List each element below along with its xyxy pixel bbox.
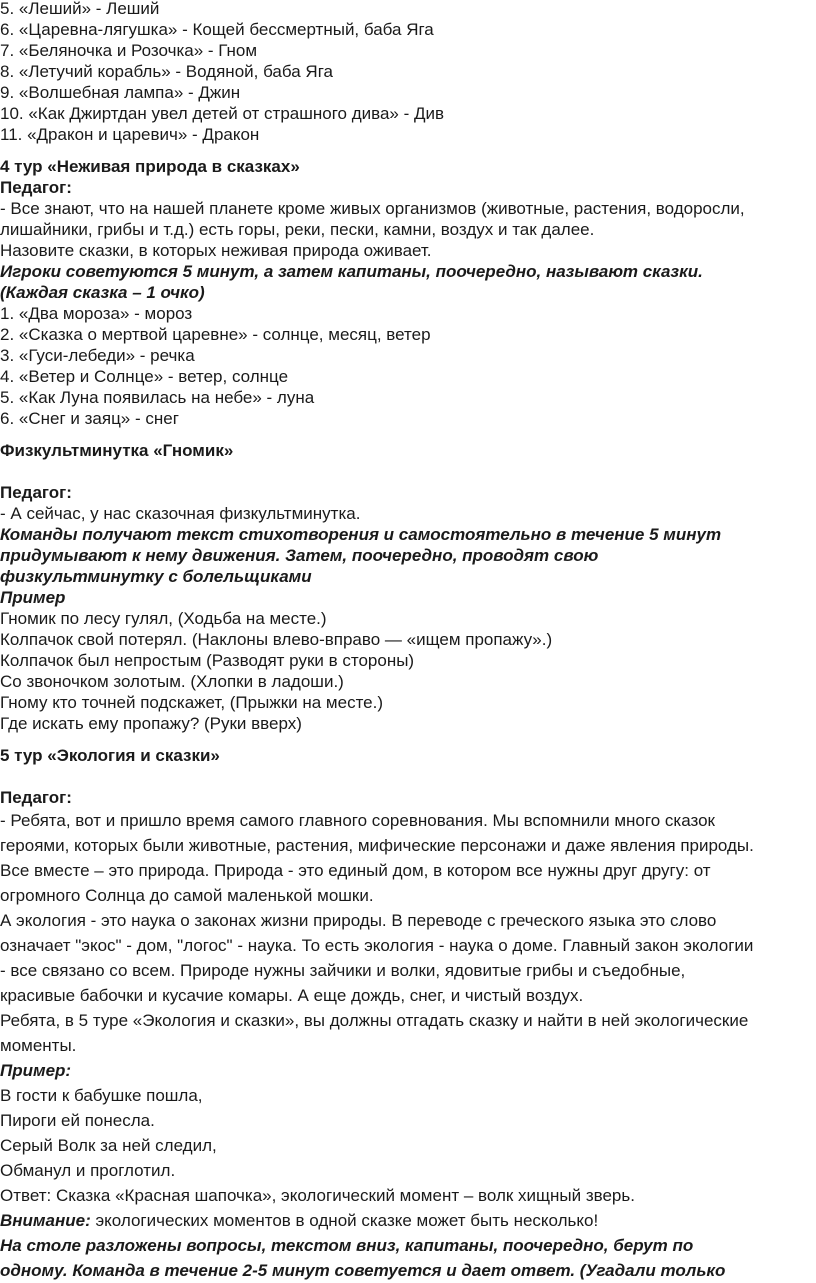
poem-line: В гости к бабушке пошла, [0,1086,203,1105]
poem-line: Со звоночком золотым. (Хлопки в ладоши.) [0,672,344,691]
poem-line: Колпачок был непростым (Разводят руки в стороны) [0,651,415,670]
list-item: 8. «Летучий корабль» - Водяной, баба Яга [0,62,333,81]
list-item: 5. «Как Луна появилась на небе» - луна [0,388,315,407]
poem-line: Гному кто точней подскажет, (Прыжки на месте.) [0,693,383,712]
instruction-line: придумывают к нему движения. Затем, поочередно, проводят свою [0,546,599,565]
list-item: 10. «Как Джиртдан увел детей от страшного дива» - Див [0,104,445,123]
paragraph-line: - А сейчас, у нас сказочная физкультминутка. [0,504,361,523]
poem-line: Колпачок свой потерял. (Наклоны влево-вправо — «ищем пропажу».) [0,630,553,649]
section-heading: Физкультминутка «Гномик» [0,441,234,460]
list-item: 3. «Гуси-лебеди» - речка [0,346,195,365]
paragraph-line: - Ребята, вот и пришло время самого главного соревнования. Мы вспомнили много сказок [0,811,715,830]
paragraph-line: Ребята, в 5 туре «Экология и сказки», вы должны отгадать сказку и найти в ней экологические [0,1011,749,1030]
answer-line: Ответ: Сказка «Красная шапочка», экологический момент – волк хищный зверь. [0,1186,635,1205]
teacher-label: Педагог: [0,483,72,502]
poem-line: Где искать ему пропажу? (Руки вверх) [0,714,302,733]
attention-text: экологических моментов в одной сказке может быть несколько! [90,1211,599,1230]
instruction-line: Команды получают текст стихотворения и самостоятельно в течение 5 минут [0,525,722,544]
paragraph-line: - все связано со всем. Природе нужны зайчики и волки, ядовитые грибы и съедобные, [0,961,686,980]
tour5-section [0,745,816,1283]
list-item: 2. «Сказка о мертвой царевне» - солнце, месяц, ветер [0,325,431,344]
instruction-line: Игроки советуются 5 минут, а затем капитаны, поочередно, называют сказки. [0,262,703,281]
list-item: 4. «Ветер и Солнце» - ветер, солнце [0,367,289,386]
paragraph-line: моменты. [0,1036,77,1055]
list-item: 1. «Два мороза» - мороз [0,304,193,323]
example-label: Пример: [0,1061,72,1080]
list-item: 5. «Леший» - Леший [0,0,160,18]
paragraph-line: красивые бабочки и кусачие комары. А еще дождь, снег, и чистый воздух. [0,986,584,1005]
list-item: 11. «Дракон и царевич» - Дракон [0,125,260,144]
teacher-label: Педагог: [0,178,72,197]
poem-line: Обманул и проглотил. [0,1161,176,1180]
tour5-body [0,808,816,1283]
poem-line: Пироги ей понесла. [0,1111,155,1130]
instruction-line: На столе разложены вопросы, текстом вниз, капитаны, поочередно, берут по [0,1236,694,1255]
teacher-label: Педагог: [0,788,72,807]
paragraph-line: - Все знают, что на нашей планете кроме живых организмов (животные, растения, водоросли, [0,199,745,218]
poem-line: Гномик по лесу гулял, (Ходьба на месте.) [0,609,327,628]
characters-list [0,0,816,145]
section-heading: 5 тур «Экология и сказки» [0,746,220,765]
list-item: 7. «Беляночка и Розочка» - Гном [0,41,258,60]
paragraph-line: Все вместе – это природа. Природа - это единый дом, в котором все нужны друг другу: от [0,861,711,880]
paragraph-line: А экология - это наука о законах жизни природы. В переводе с греческого языка это слово [0,911,717,930]
instruction-line: (Каждая сказка – 1 очко) [0,283,205,302]
paragraph-line: огромного Солнца до самой маленькой мошки. [0,886,374,905]
list-item: 6. «Царевна-лягушка» - Кощей бессмертный, баба Яга [0,20,434,39]
paragraph-line: Назовите сказки, в которых неживая природа оживает. [0,241,432,260]
list-item: 9. «Волшебная лампа» - Джин [0,83,241,102]
list-item: 6. «Снег и заяц» - снег [0,409,179,428]
poem-line: Серый Волк за ней следил, [0,1136,217,1155]
example-label: Пример [0,588,66,607]
instruction-line: физкультминутку с болельщиками [0,567,312,586]
attention-label: Внимание: [0,1211,91,1230]
paragraph-line: означает "экос" - дом, "логос" - наука. То есть экология - наука о доме. Главный закон экологии [0,936,754,955]
fizk-section [0,440,816,734]
paragraph-line: лишайники, грибы и т.д.) есть горы, реки, пески, камни, воздух и так далее. [0,220,595,239]
tour4-section [0,156,816,429]
instruction-line: одному. Команда в течение 2-5 минут советуется и дает ответ. (Угадали только [0,1261,726,1280]
paragraph-line: героями, которых были животные, растения, мифические персонажи и даже явления природы. [0,836,754,855]
attention-line [0,1208,816,1233]
section-heading: 4 тур «Неживая природа в сказках» [0,157,300,176]
